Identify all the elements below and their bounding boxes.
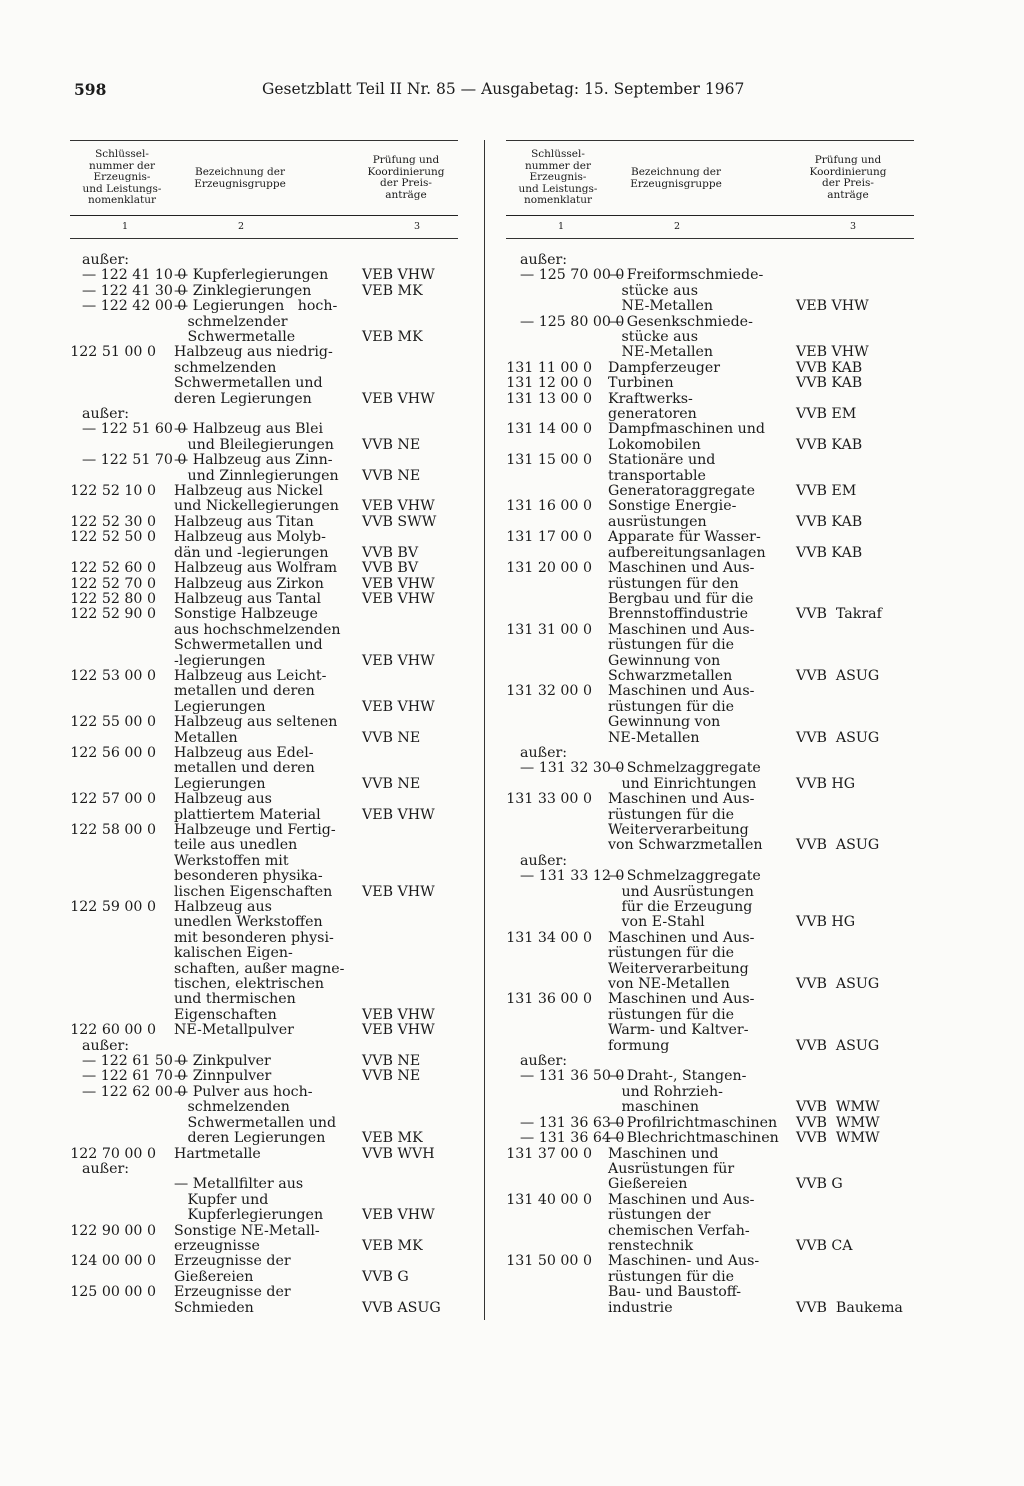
table-body: [506, 253, 914, 1316]
col1-number: 1: [558, 221, 565, 232]
group-description: Halbzeug aus Tantal: [174, 590, 322, 607]
group-description: Hartmetalle: [174, 1145, 261, 1162]
group-description: — Schmelzaggregate und Einrichtungen: [608, 760, 761, 792]
table-row: [70, 253, 458, 268]
table-row: [70, 1162, 458, 1177]
responsible-org: VVB NE: [362, 775, 421, 792]
responsible-org: VVB EM: [796, 406, 857, 423]
table-row: [506, 1054, 914, 1069]
table-row: [506, 253, 914, 268]
table-row: [70, 407, 458, 422]
table-row: [506, 746, 914, 761]
gazette-title: Gesetzblatt Teil II Nr. 85 — Ausgabetag: 15. September 1967: [262, 80, 745, 98]
table-row: [70, 1023, 458, 1038]
col1-number: 1: [122, 221, 129, 232]
key-number: — 122 61 70 0: [82, 1068, 187, 1085]
table-row: [70, 1054, 458, 1069]
table-row: [506, 1254, 914, 1316]
table-row: [70, 1039, 458, 1054]
key-number: 131 50 00 0: [506, 1253, 592, 1270]
table-row: [70, 1254, 458, 1285]
table-row: [506, 1131, 914, 1146]
responsible-org: VVB NE: [362, 436, 421, 453]
group-description: Halbzeug aus Titan: [174, 513, 314, 530]
responsible-org: VVB ASUG: [796, 837, 880, 854]
page-header: [74, 80, 914, 104]
responsible-org: VEB VHW: [362, 390, 435, 407]
column-numbers: [70, 215, 458, 239]
responsible-org: VEB VHW: [362, 806, 435, 823]
key-number: — 131 32 30 0: [520, 760, 625, 777]
table-row: [70, 900, 458, 1023]
column-numbers: [506, 215, 914, 239]
group-description: Maschinen und Aus- rüstungen für die Warm- und Kaltver- formung: [608, 991, 755, 1054]
group-description: — Freiformschmiede- stücke aus NE-Metallen: [608, 267, 764, 315]
table-header: [506, 140, 914, 215]
table-row: [506, 1193, 914, 1255]
key-number: 131 13 00 0: [506, 390, 592, 407]
table-row: [70, 1177, 458, 1223]
responsible-org: VVB KAB: [796, 375, 863, 392]
responsible-org: VEB VHW: [796, 344, 869, 361]
group-description: — Blechrichtmaschinen: [608, 1130, 779, 1147]
group-description: Halbzeug aus Wolfram: [174, 560, 338, 577]
responsible-org: VVB SWW: [362, 513, 437, 530]
responsible-org: VVB ASUG: [362, 1299, 441, 1316]
table-row: [70, 577, 458, 592]
group-description: Sonstige NE-Metall- erzeugnisse: [174, 1222, 320, 1254]
group-description: Kraftwerks- generatoren: [608, 390, 697, 423]
responsible-org: VVB NE: [362, 729, 421, 746]
group-description: Halbzeug aus Zirkon: [174, 575, 324, 592]
table-row: [70, 284, 458, 299]
key-number: 122 55 00 0: [70, 714, 156, 731]
key-number: außer:: [82, 1160, 130, 1177]
col3-number: 3: [414, 221, 421, 232]
col1-header: Schlüssel- nummer der Erzeugnis- und Leistungs- nomenklatur: [82, 148, 162, 206]
group-description: Maschinen- und Aus- rüstungen für die Bau- und Baustoff- industrie: [608, 1253, 760, 1316]
col1-header: Schlüssel- nummer der Erzeugnis- und Leistungs- nomenklatur: [518, 148, 598, 206]
key-number: — 125 70 00 0: [520, 267, 625, 284]
key-number: 122 70 00 0: [70, 1145, 156, 1162]
responsible-org: VVB G: [362, 1268, 409, 1285]
group-description: — Halbzeug aus Blei und Bleilegierungen: [174, 421, 334, 453]
responsible-org: VVB ASUG: [796, 729, 880, 746]
responsible-org: VVB Baukema: [796, 1299, 903, 1316]
responsible-org: VEB VHW: [362, 267, 435, 284]
responsible-org: VVB WMW: [796, 1130, 880, 1147]
key-number: 125 00 00 0: [70, 1284, 156, 1301]
group-description: Maschinen und Aus- rüstungen für die Weiterverarbeitung von NE-Metallen: [608, 929, 755, 993]
table-row: [506, 361, 914, 376]
key-number: außer:: [520, 1053, 568, 1070]
group-description: Halbzeug aus seltenen Metallen: [174, 714, 338, 746]
key-number: außer:: [82, 252, 130, 268]
key-number: 122 51 00 0: [70, 344, 156, 361]
responsible-org: VVB NE: [362, 467, 421, 484]
column-divider: [484, 140, 485, 1320]
table-row: [506, 268, 914, 314]
group-description: Halbzeug aus plattiertem Material: [174, 791, 321, 823]
table-row: [506, 623, 914, 685]
group-description: — Halbzeug aus Zinn- und Zinnlegierungen: [174, 452, 339, 484]
group-description: Halbzeug aus Edel- metallen und deren Legierungen: [174, 744, 315, 792]
key-number: 122 52 70 0: [70, 575, 156, 592]
responsible-org: VEB VHW: [362, 590, 435, 607]
table-row: [70, 669, 458, 715]
key-number: — 131 36 64 0: [520, 1130, 625, 1147]
responsible-org: VVB KAB: [796, 359, 863, 376]
table-row: [70, 484, 458, 515]
table-row: [506, 1069, 914, 1115]
responsible-org: VVB HG: [796, 914, 856, 931]
key-number: 122 52 90 0: [70, 606, 156, 623]
table-row: [70, 453, 458, 484]
key-number: 131 11 00 0: [506, 359, 592, 376]
responsible-org: VEB MK: [362, 1130, 423, 1147]
group-description: Maschinen und Aus- rüstungen der chemischen Verfah- renstechnik: [608, 1191, 755, 1254]
group-description: — Draht-, Stangen- und Rohrzieh- maschinen: [608, 1068, 747, 1116]
group-description: Sonstige Halbzeuge aus hochschmelzenden Schwermetallen und -legierungen: [174, 606, 341, 669]
key-number: 122 90 00 0: [70, 1222, 156, 1239]
table-row: [506, 869, 914, 931]
table-row: [70, 422, 458, 453]
table-row: [70, 715, 458, 746]
col3-header: Prüfung und Koordinierung der Preis- anträge: [809, 154, 887, 201]
key-number: — 122 51 70 0: [82, 452, 187, 469]
group-description: — Legierungen hoch- schmelzender Schwermetalle: [174, 298, 338, 346]
group-description: Erzeugnisse der Schmieden: [174, 1284, 291, 1316]
key-number: — 122 61 50 0: [82, 1053, 187, 1070]
responsible-org: VEB VHW: [362, 575, 435, 592]
table-row: [506, 854, 914, 869]
group-description: Turbinen: [608, 375, 674, 392]
key-number: außer:: [520, 744, 568, 761]
table-row: [70, 1069, 458, 1084]
col2-header: Bezeichnung der Erzeugnisgruppe: [630, 166, 722, 190]
key-number: 122 58 00 0: [70, 822, 156, 838]
table-row: [70, 515, 458, 530]
key-number: — 122 51 60 0: [82, 421, 187, 438]
key-number: — 122 41 30 0: [82, 282, 187, 299]
responsible-org: VEB VHW: [362, 498, 435, 515]
group-description: Halbzeug aus Nickel und Nickellegierungen: [174, 483, 339, 515]
key-number: — 122 62 00 0: [82, 1083, 187, 1100]
responsible-org: VVB ASUG: [796, 667, 880, 684]
group-description: Dampfmaschinen und Lokomobilen: [608, 421, 765, 453]
responsible-org: VVB WMW: [796, 1099, 880, 1116]
key-number: 122 57 00 0: [70, 791, 156, 808]
responsible-org: VVB KAB: [796, 513, 863, 530]
group-description: Halbzeug aus Leicht- metallen und deren Legierungen: [174, 667, 327, 715]
responsible-org: VEB VHW: [362, 698, 435, 715]
table-row: [506, 931, 914, 993]
group-description: Erzeugnisse der Gießereien: [174, 1253, 291, 1285]
group-description: NE-Metallpulver: [174, 1022, 294, 1039]
key-number: 131 16 00 0: [506, 498, 592, 515]
table-row: [506, 530, 914, 561]
col2-header: Bezeichnung der Erzeugnisgruppe: [194, 166, 286, 190]
table-row: [70, 592, 458, 607]
table-row: [506, 992, 914, 1054]
key-number: 131 31 00 0: [506, 621, 592, 638]
key-number: — 122 41 10 0: [82, 267, 187, 284]
group-description: Dampferzeuger: [608, 359, 721, 376]
table-header: [70, 140, 458, 215]
key-number: 131 40 00 0: [506, 1191, 592, 1208]
responsible-org: VEB VHW: [796, 298, 869, 315]
group-description: Stationäre und transportable Generatoraggregate: [608, 452, 755, 500]
responsible-org: VEB VHW: [362, 1022, 435, 1039]
key-number: — 131 36 63 0: [520, 1114, 625, 1131]
group-description: — Pulver aus hoch- schmelzenden Schwermetallen und deren Legierungen: [174, 1083, 337, 1147]
responsible-org: VVB BV: [362, 544, 419, 561]
table-row: [70, 345, 458, 407]
group-description: Maschinen und Ausrüstungen für Gießereien: [608, 1145, 735, 1193]
key-number: 122 59 00 0: [70, 899, 156, 916]
group-description: — Schmelzaggregate und Ausrüstungen für die Erzeugung von E-Stahl: [608, 868, 761, 931]
table-row: [506, 315, 914, 361]
group-description: Maschinen und Aus- rüstungen für die Gewinnung von NE-Metallen: [608, 683, 755, 746]
responsible-org: VVB EM: [796, 483, 857, 500]
group-description: Halbzeug aus unedlen Werkstoffen mit besonderen physi- kalischen Eigen- schaften, außer magne- tischen, elektrischen und thermischen Eigenschaften: [174, 899, 345, 1023]
key-number: außer:: [82, 406, 130, 423]
table-row: [70, 1085, 458, 1147]
key-number: außer:: [520, 852, 568, 869]
responsible-org: VVB Takraf: [796, 606, 882, 623]
key-number: 122 52 50 0: [70, 529, 156, 546]
responsible-org: VVB NE: [362, 1068, 421, 1085]
responsible-org: VEB VHW: [362, 1006, 435, 1023]
table-row: [506, 453, 914, 499]
key-number: — 131 33 12 0: [520, 868, 625, 885]
responsible-org: VEB VHW: [362, 652, 435, 669]
responsible-org: VEB MK: [362, 282, 423, 299]
table-row: [506, 761, 914, 792]
key-number: 131 37 00 0: [506, 1145, 592, 1162]
key-number: 122 56 00 0: [70, 744, 156, 761]
key-number: außer:: [82, 1037, 130, 1054]
table-row: [506, 376, 914, 391]
table-row: [506, 392, 914, 423]
key-number: 131 17 00 0: [506, 529, 592, 546]
group-description: — Zinnpulver: [174, 1068, 272, 1085]
group-description: — Profilrichtmaschinen: [608, 1114, 778, 1131]
responsible-org: VVB BV: [362, 560, 419, 577]
table-row: [70, 1224, 458, 1255]
key-number: — 125 80 00 0: [520, 313, 625, 330]
table-row: [506, 422, 914, 453]
table-row: [506, 1147, 914, 1193]
responsible-org: VVB NE: [362, 1053, 421, 1070]
group-description: — Zinkpulver: [174, 1053, 271, 1070]
col3-header: Prüfung und Koordinierung der Preis- anträge: [367, 154, 445, 201]
table-row: [70, 299, 458, 345]
responsible-org: VVB KAB: [796, 436, 863, 453]
key-number: 131 20 00 0: [506, 560, 592, 577]
right-table: [506, 140, 914, 1316]
group-description: — Kupferlegierungen: [174, 267, 329, 284]
responsible-org: VVB KAB: [796, 544, 863, 561]
key-number: 124 00 00 0: [70, 1253, 156, 1270]
table-row: [70, 1285, 458, 1316]
key-number: 122 52 30 0: [70, 513, 156, 530]
table-row: [506, 1116, 914, 1131]
responsible-org: VVB HG: [796, 775, 856, 792]
group-description: Maschinen und Aus- rüstungen für den Bergbau und für die Brennstoffindustrie: [608, 560, 755, 623]
col2-number: 2: [674, 221, 681, 232]
page-number: 598: [74, 80, 107, 99]
table-row: [506, 561, 914, 623]
table-body: [70, 253, 458, 1316]
left-table: [70, 140, 458, 1316]
table-row: [70, 607, 458, 669]
table-row: [506, 684, 914, 746]
table-row: [70, 792, 458, 823]
col2-number: 2: [238, 221, 245, 232]
group-description: — Gesenkschmiede- stücke aus NE-Metallen: [608, 313, 753, 361]
responsible-org: VVB G: [796, 1176, 843, 1193]
key-number: — 131 36 50 0: [520, 1068, 625, 1085]
table-row: [70, 561, 458, 576]
responsible-org: VEB MK: [362, 329, 423, 346]
group-description: Halbzeug aus niedrig- schmelzenden Schwermetallen und deren Legierungen: [174, 344, 333, 407]
key-number: außer:: [520, 252, 568, 268]
table-row: [506, 792, 914, 854]
key-number: 131 33 00 0: [506, 791, 592, 808]
group-description: Apparate für Wasser- aufbereitungsanlagen: [608, 529, 766, 561]
key-number: 122 53 00 0: [70, 667, 156, 684]
key-number: 131 14 00 0: [506, 421, 592, 438]
table-row: [70, 268, 458, 283]
key-number: 122 52 60 0: [70, 560, 156, 577]
responsible-org: VEB MK: [362, 1237, 423, 1254]
table-row: [506, 499, 914, 530]
responsible-org: VVB ASUG: [796, 976, 880, 993]
responsible-org: VVB WVH: [362, 1145, 435, 1162]
key-number: 131 15 00 0: [506, 452, 592, 469]
group-description: — Metallfilter aus Kupfer und Kupferlegierungen: [174, 1176, 324, 1224]
responsible-org: VEB VHW: [362, 883, 435, 900]
table-row: [70, 746, 458, 792]
group-description: — Zinklegierungen: [174, 282, 312, 299]
key-number: 131 36 00 0: [506, 991, 592, 1008]
responsible-org: VVB CA: [796, 1237, 853, 1254]
table-row: [70, 823, 458, 900]
key-number: — 122 42 00 0: [82, 298, 187, 315]
table-row: [70, 530, 458, 561]
table-row: [70, 1147, 458, 1162]
responsible-org: VEB VHW: [362, 1207, 435, 1224]
col3-number: 3: [850, 221, 857, 232]
key-number: 122 52 10 0: [70, 483, 156, 500]
key-number: 131 32 00 0: [506, 683, 592, 700]
group-description: Sonstige Energie- ausrüstungen: [608, 498, 737, 530]
responsible-org: VVB WMW: [796, 1114, 880, 1131]
group-description: Maschinen und Aus- rüstungen für die Gewinnung von Schwarzmetallen: [608, 621, 755, 684]
group-description: Halbzeuge und Fertig- teile aus unedlen Werkstoffen mit besonderen physika- lischen Eigenschaften: [174, 822, 336, 900]
key-number: 122 52 80 0: [70, 590, 156, 607]
responsible-org: VVB ASUG: [796, 1037, 880, 1054]
group-description: Maschinen und Aus- rüstungen für die Weiterverarbeitung von Schwarzmetallen: [608, 791, 763, 854]
key-number: 122 60 00 0: [70, 1022, 156, 1039]
group-description: Halbzeug aus Molyb- dän und -legierungen: [174, 529, 329, 561]
key-number: 131 34 00 0: [506, 929, 592, 946]
key-number: 131 12 00 0: [506, 375, 592, 392]
